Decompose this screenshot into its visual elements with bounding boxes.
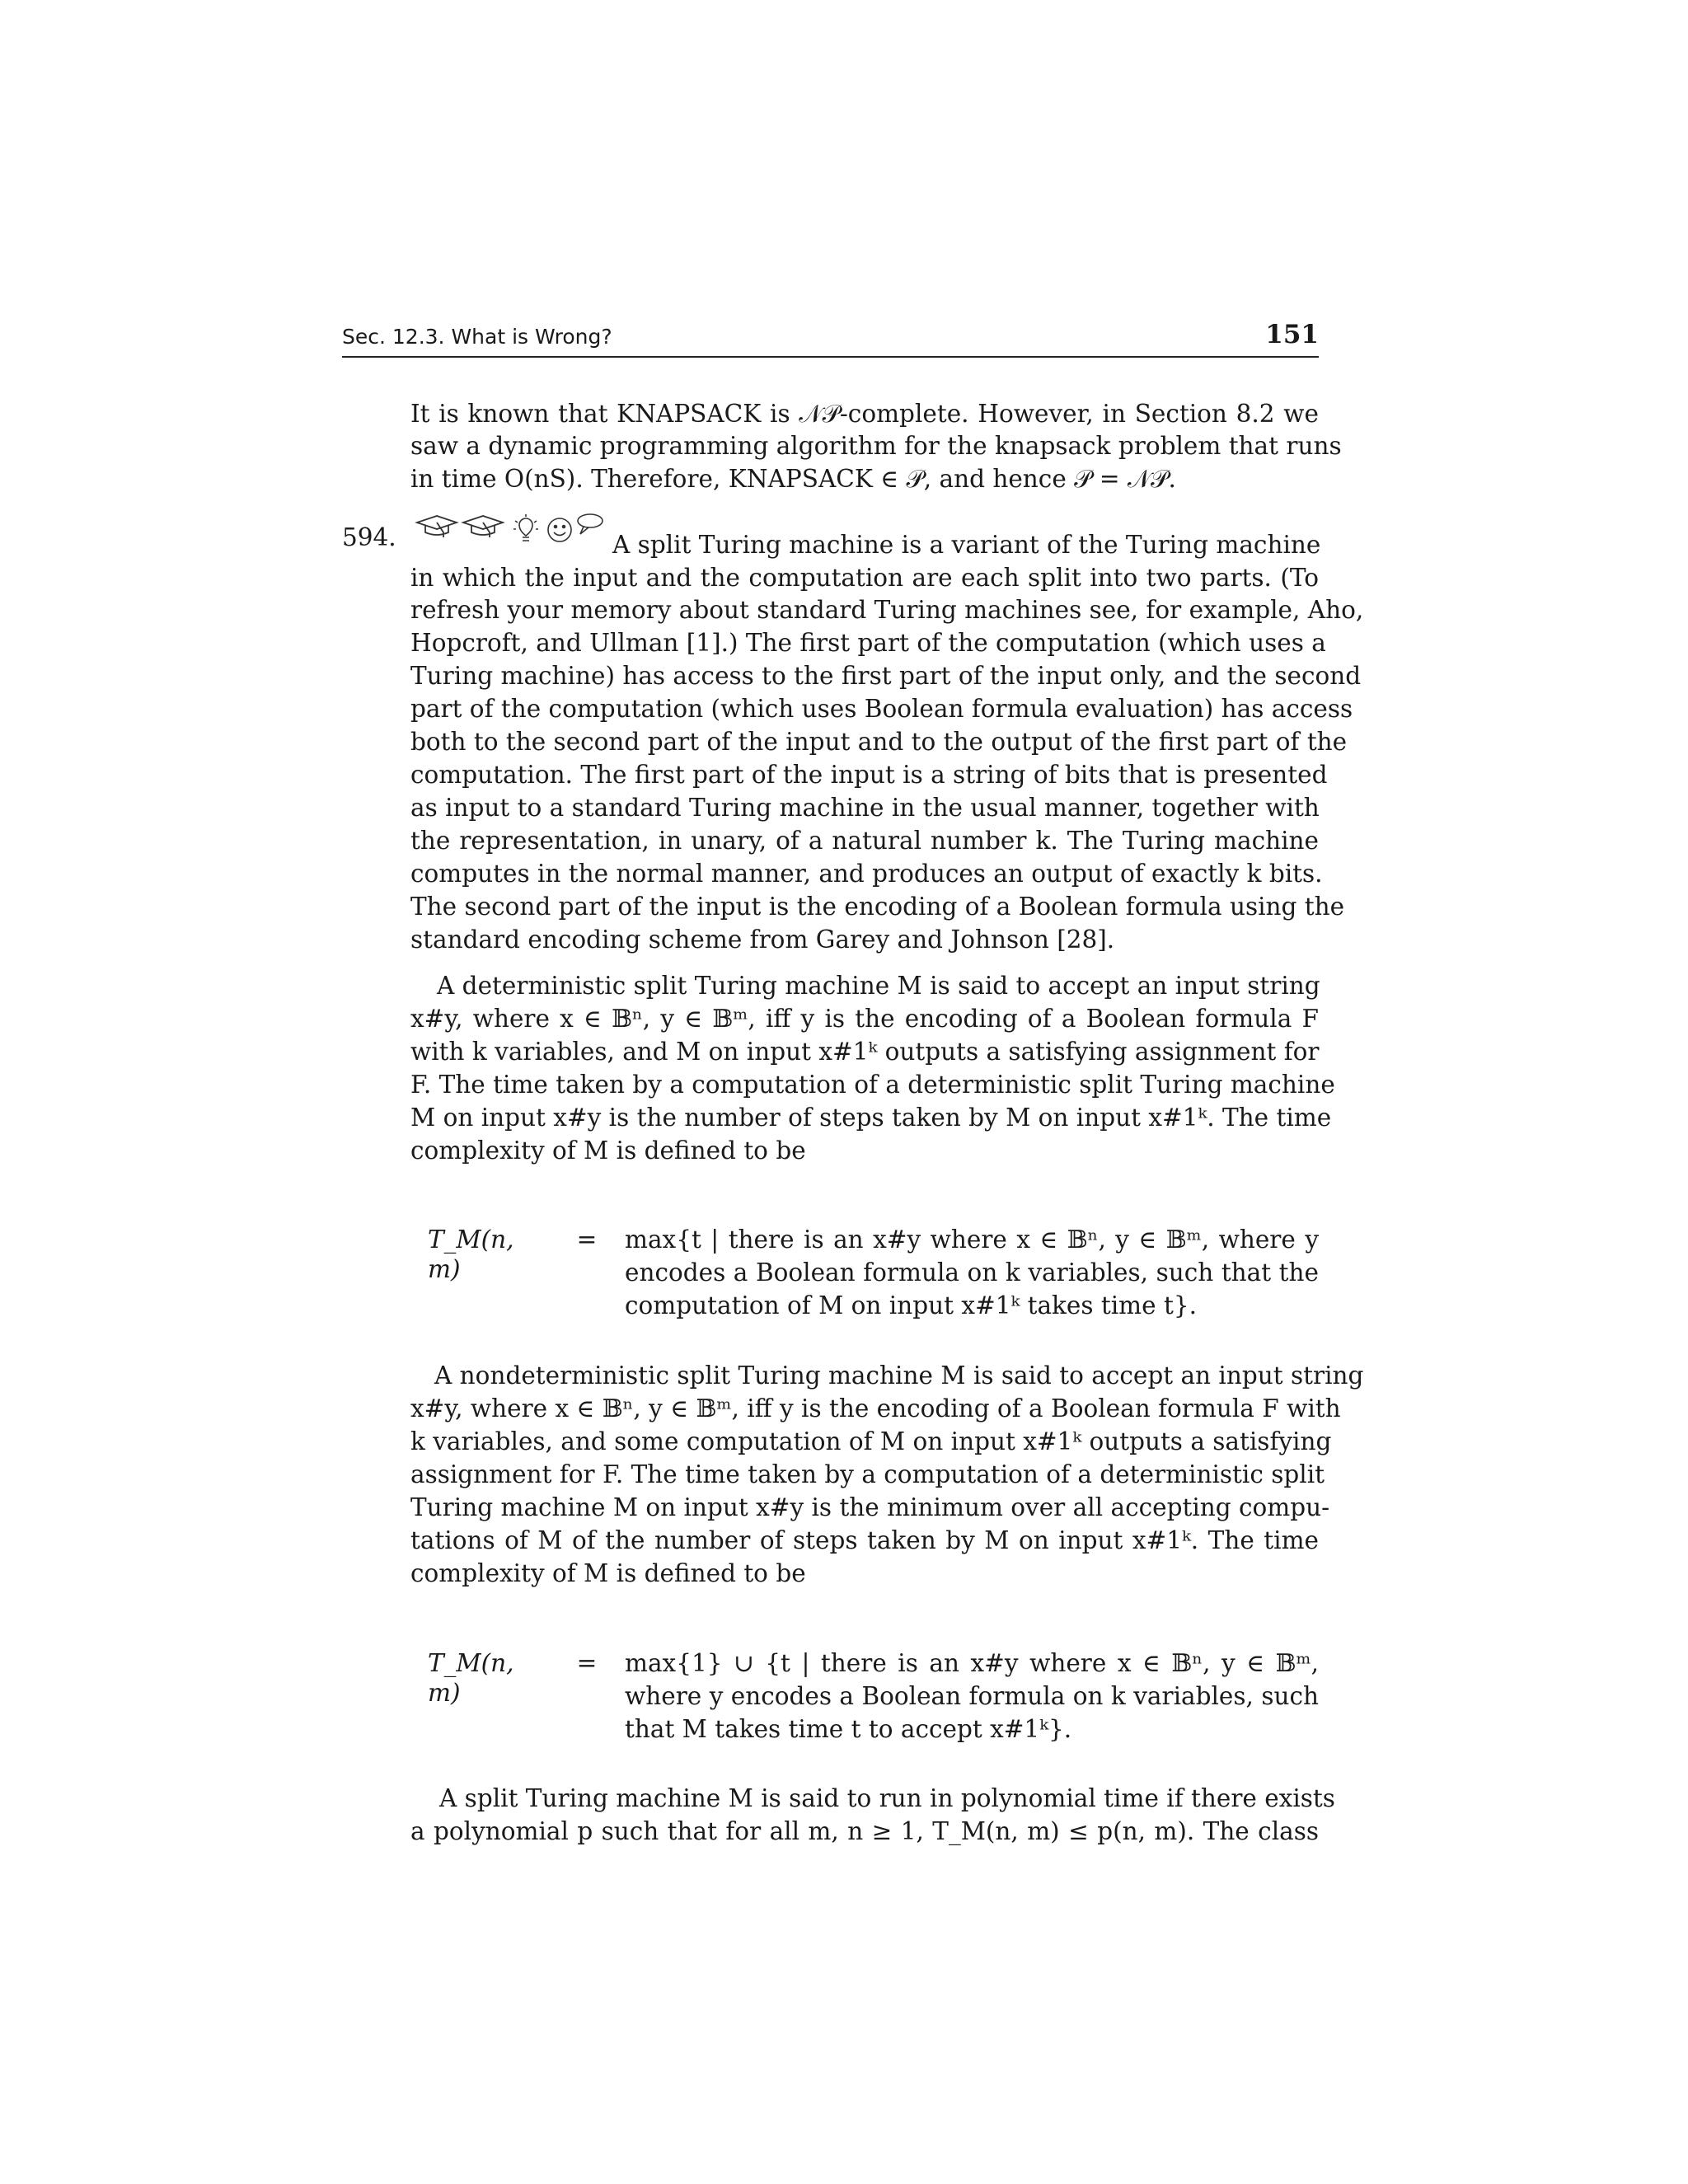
problem-line: both to the second part of the input and to the output of the first part of the [410,728,1348,756]
smiley-icon [548,518,571,541]
mortarboard-icon [417,516,457,537]
problem-line: complexity of M is defined to be [410,1137,806,1165]
problem-line: A split Turing machine M is said to run in polynomial time if there exists [439,1784,1335,1812]
equation-rhs-line: where y encodes a Boolean formula on k variables, such [625,1682,1319,1710]
problem-line: a polynomial p such that for all m, n ≥ 1, T_M(n, m) ≤ p(n, m). The class [410,1817,1319,1845]
problem-line: M on input x#y is the number of steps taken by M on input x#1ᵏ. The time [410,1104,1332,1132]
problem-line: refresh your memory about standard Turing machines see, for example, Aho, [410,596,1364,624]
speech-bubble-icon [578,514,603,534]
problem-line: complexity of M is defined to be [410,1559,806,1587]
section-title: Sec. 12.3. What is Wrong? [342,325,612,349]
problem-line: A deterministic split Turing machine M is said to accept an input string [437,972,1320,1000]
equation-lhs: T_M(n, m) [428,1649,514,1707]
equation-rhs-line: encodes a Boolean formula on k variables, such that the [625,1258,1319,1286]
equation-lhs: T_M(n, m) [428,1226,514,1283]
problem-line: F. The time taken by a computation of a deterministic split Turing machine [410,1071,1335,1099]
lightbulb-icon [513,514,538,541]
equation-rhs-line: max{t | there is an x#y where x ∈ 𝔹ⁿ, y ∈ 𝔹ᵐ, where y [625,1226,1319,1254]
problem-line: The second part of the input is the encoding of a Boolean formula using the [410,893,1345,921]
problem-line: A split Turing machine is a variant of the Turing machine [612,531,1321,559]
problem-line: x#y, where x ∈ 𝔹ⁿ, y ∈ 𝔹ᵐ, iff y is the encoding of a Boolean formula F with [410,1394,1341,1422]
equation-rhs-line: computation of M on input x#1ᵏ takes time t}. [625,1291,1197,1319]
intro-line: in time O(nS). Therefore, KNAPSACK ∈ 𝒫, and hence 𝒫 = 𝒩𝒫. [410,465,1176,493]
problem-line: computes in the normal manner, and produces an output of exactly k bits. [410,860,1323,888]
equation-rhs-line: that M takes time t to accept x#1ᵏ}. [625,1715,1072,1743]
problem-line: A nondeterministic split Turing machine M is said to accept an input string [434,1361,1364,1390]
problem-line: with k variables, and M on input x#1ᵏ outputs a satisfying assignment for [410,1038,1320,1066]
problem-line: assignment for F. The time taken by a computation of a deterministic split [410,1460,1325,1488]
problem-line: part of the computation (which uses Boolean formula evaluation) has access [410,695,1353,723]
difficulty-icons [414,513,605,551]
equation-rhs-line: max{1} ∪ {t | there is an x#y where x ∈ 𝔹ⁿ, y ∈ 𝔹ᵐ, [625,1649,1319,1677]
problem-line: x#y, where x ∈ 𝔹ⁿ, y ∈ 𝔹ᵐ, iff y is the encoding of a Boolean formula F [410,1005,1319,1033]
equation-sign: = [576,1649,598,1677]
intro-line: saw a dynamic programming algorithm for the knapsack problem that runs [410,432,1342,460]
page-number: 151 [1265,320,1319,349]
problem-line: computation. The first part of the input is a string of bits that is presented [410,761,1328,789]
problem-line: k variables, and some computation of M on input x#1ᵏ outputs a satisfying [410,1427,1332,1455]
problem-line: Turing machine) has access to the first part of the input only, and the second [410,662,1362,690]
intro-line: It is known that KNAPSACK is 𝒩𝒫-complete. However, in Section 8.2 we [410,400,1319,428]
problem-line: Hopcroft, and Ullman [1].) The first part of the computation (which uses a [410,629,1326,657]
problem-line: the representation, in unary, of a natural number k. The Turing machine [410,827,1319,855]
problem-line: tations of M of the number of steps taken by M on input x#1ᵏ. The time [410,1526,1319,1554]
mortarboard-icon [463,516,503,537]
problem-line: standard encoding scheme from Garey and Johnson [28]. [410,926,1115,954]
problem-line: as input to a standard Turing machine in the usual manner, together with [410,794,1320,822]
equation-sign: = [576,1226,598,1254]
problem-number: 594. [342,523,396,551]
problem-line: in which the input and the computation are each split into two parts. (To [410,564,1319,592]
problem-line: Turing machine M on input x#y is the minimum over all accepting compu- [410,1493,1330,1521]
